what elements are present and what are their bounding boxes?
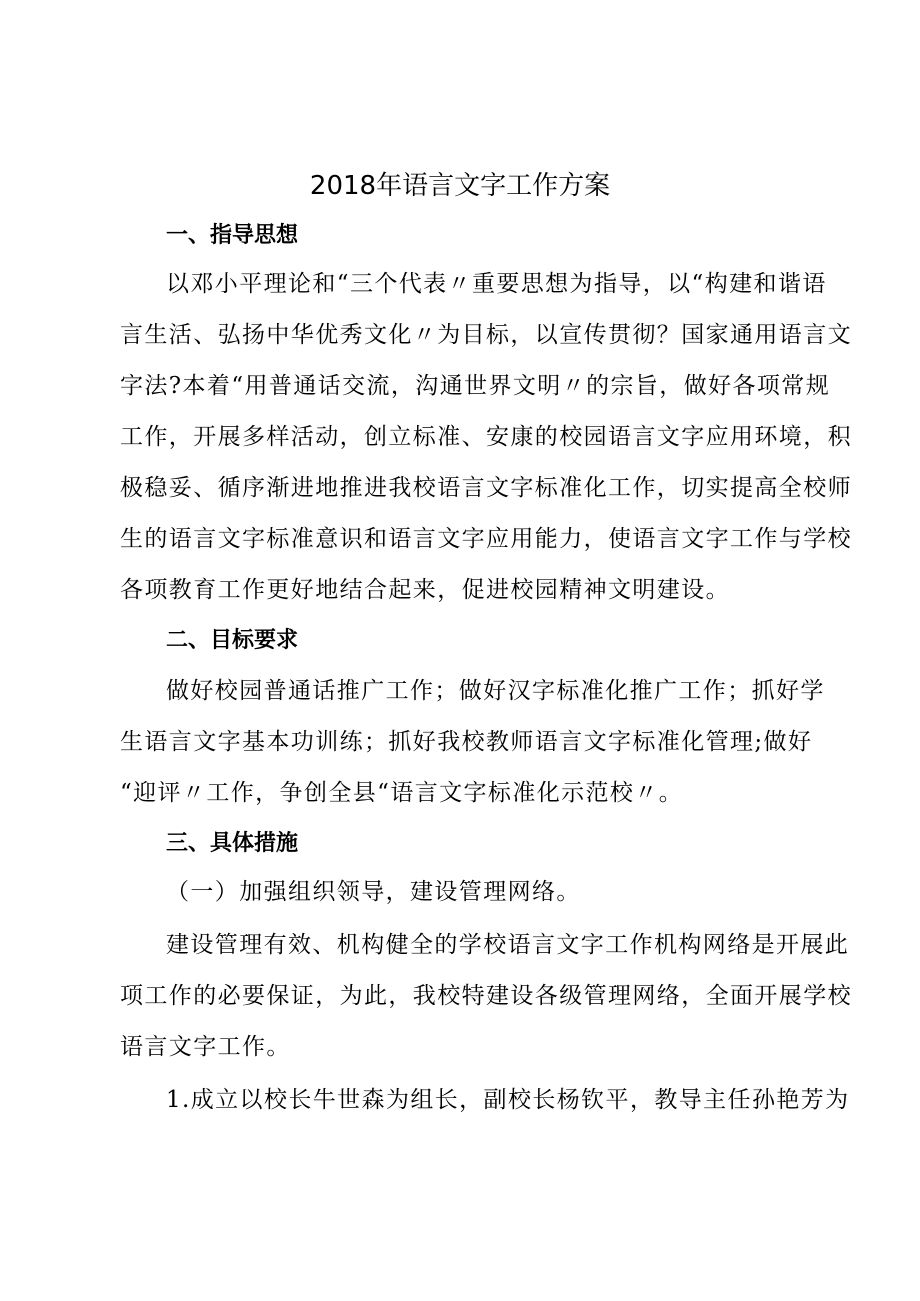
subheading-line: （一）加强组织领导，建设管理网络。 bbox=[166, 879, 581, 905]
section-heading-measures: 三、具体措施 bbox=[166, 831, 299, 856]
paragraph-line: 各项教育工作更好地结合起来，促进校园精神文明建设。 bbox=[120, 577, 730, 603]
document-title: 2018年语言文字工作方案 bbox=[309, 171, 611, 201]
paragraph-line: 语言文字工作。 bbox=[120, 1034, 291, 1060]
paragraph-goals bbox=[120, 666, 825, 819]
paragraph-guiding-ideology bbox=[120, 259, 852, 616]
subheading-organization bbox=[120, 867, 812, 918]
section-heading-guiding-ideology: 一、指导思想 bbox=[166, 223, 299, 248]
paragraph-line: 做好校园普通话推广工作；做好汉字标准化推广工作；抓好学 bbox=[166, 678, 825, 704]
paragraph-line: 项工作的必要保证，为此，我校特建设各级管理网络，全面开展学校 bbox=[120, 983, 852, 1009]
list-item-line: 1.成立以校长牛世森为组长，副校长杨钦平，教导主任孙艳芳为 bbox=[166, 1087, 850, 1113]
paragraph-line: 言生活、弘扬中华优秀文化〃为目标，以宣传贯彻？国家通用语言文 bbox=[120, 322, 852, 348]
list-item-1 bbox=[120, 1075, 850, 1126]
paragraph-line: 极稳妥、循序渐进地推进我校语言文字标准化工作，切实提高全校师 bbox=[120, 475, 852, 501]
paragraph-line: 字法?本着“用普通话交流，沟通世界文明〃的宗旨，做好各项常规 bbox=[120, 373, 831, 399]
paragraph-line: 以邓小平理论和“三个代表〃重要思想为指导，以“构建和谐语 bbox=[166, 271, 827, 297]
paragraph-line: 建设管理有效、机构健全的学校语言文字工作机构网络是开展此 bbox=[166, 932, 850, 958]
paragraph-line: 生语言文字基本功训练；抓好我校教师语言文字标准化管理;做好 bbox=[120, 729, 813, 755]
paragraph-measures bbox=[120, 920, 852, 1073]
section-heading-goals: 二、目标要求 bbox=[166, 628, 299, 653]
paragraph-line: “迎评〃工作，争创全县“语言文字标准化示范校〃。 bbox=[120, 780, 684, 806]
paragraph-line: 工作，开展多样活动，创立标准、安康的校园语言文字应用环境，积 bbox=[120, 424, 852, 450]
paragraph-line: 生的语言文字标准意识和语言文字应用能力，使语言文字工作与学校 bbox=[120, 526, 852, 552]
